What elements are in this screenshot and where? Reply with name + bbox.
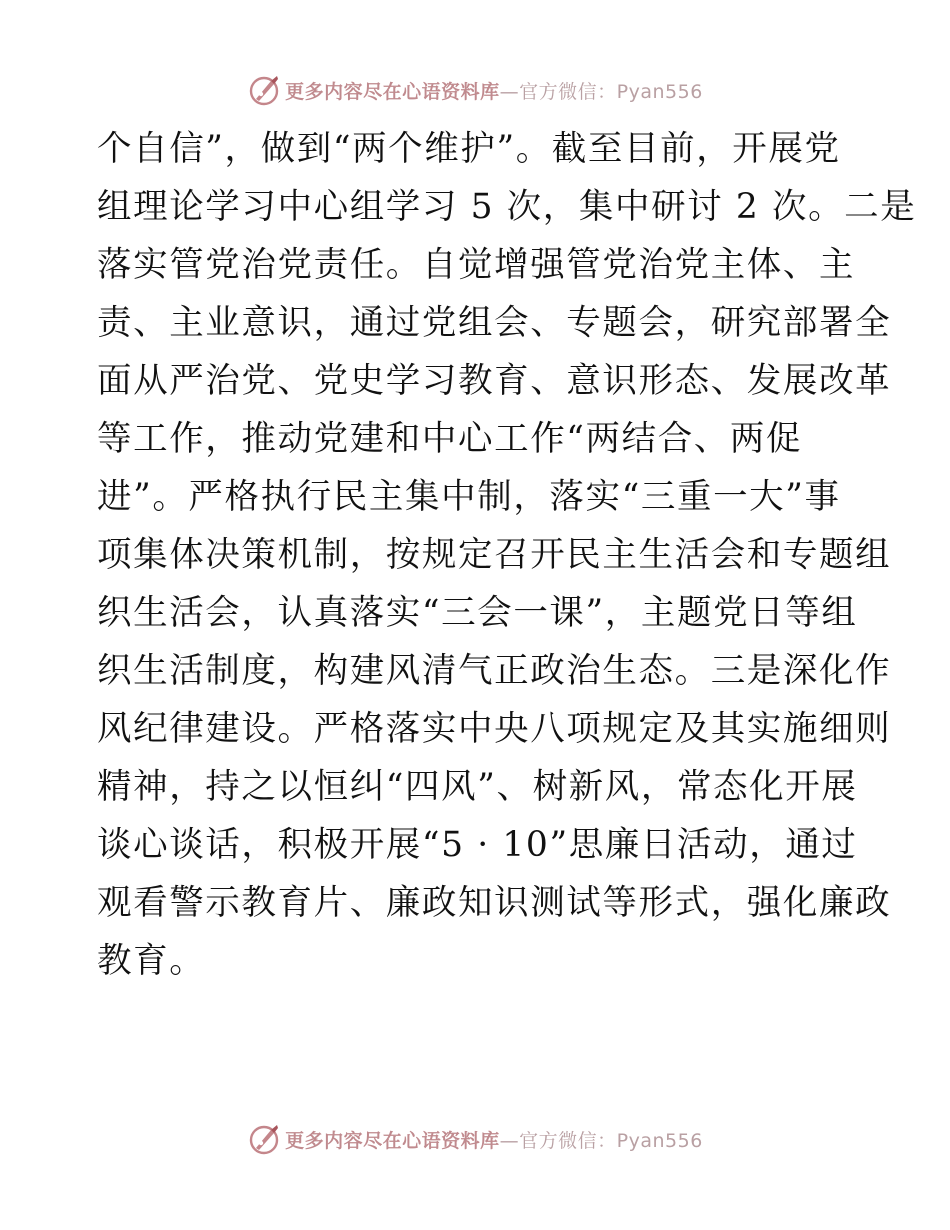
body-line: 教育。 (97, 941, 206, 981)
watermark-contact-text: —官方微信：Pyan556 (499, 80, 703, 103)
body-line: 织生活会，认真落实“三会一课”，主题党日等组 (97, 593, 858, 633)
watermark-text (285, 1126, 703, 1153)
body-line: 进”。严格执行民主集中制，落实“三重一大”事 (97, 477, 841, 517)
body-line: 组理论学习中心组学习 5 次，集中研讨 2 次。二是 (97, 187, 917, 227)
page-header-watermark (0, 70, 950, 110)
quill-pen-logo-icon (247, 1122, 281, 1156)
page-footer-watermark (0, 1119, 950, 1159)
watermark-site-text: 更多内容尽在心语资料库 (285, 1129, 500, 1152)
quill-pen-logo-icon (247, 73, 281, 107)
document-body (97, 120, 917, 990)
body-line: 观看警示教育片、廉政知识测试等形式，强化廉政 (97, 883, 892, 923)
body-line: 谈心谈话，积极开展“5 · 10”思廉日活动，通过 (97, 825, 858, 865)
body-line: 项集体决策机制，按规定召开民主生活会和专题组 (97, 535, 892, 575)
watermark-contact-text: —官方微信：Pyan556 (499, 1129, 703, 1152)
body-line: 等工作，推动党建和中心工作“两结合、两促 (97, 419, 803, 459)
watermark-site-text: 更多内容尽在心语资料库 (285, 80, 500, 103)
body-line: 精神，持之以恒纠“四风”、树新风，常态化开展 (97, 767, 858, 807)
body-line: 落实管党治党责任。自觉增强管党治党主体、主 (97, 245, 856, 285)
body-line: 个自信”，做到“两个维护”。截至目前，开展党 (97, 129, 841, 169)
body-line: 风纪律建设。严格落实中央八项规定及其实施细则 (97, 709, 892, 749)
watermark-text (285, 77, 703, 104)
body-line: 面从严治党、党史学习教育、意识形态、发展改革 (97, 361, 892, 401)
body-line: 责、主业意识，通过党组会、专题会，研究部署全 (97, 303, 892, 343)
body-line: 织生活制度，构建风清气正政治生态。三是深化作 (97, 651, 892, 691)
